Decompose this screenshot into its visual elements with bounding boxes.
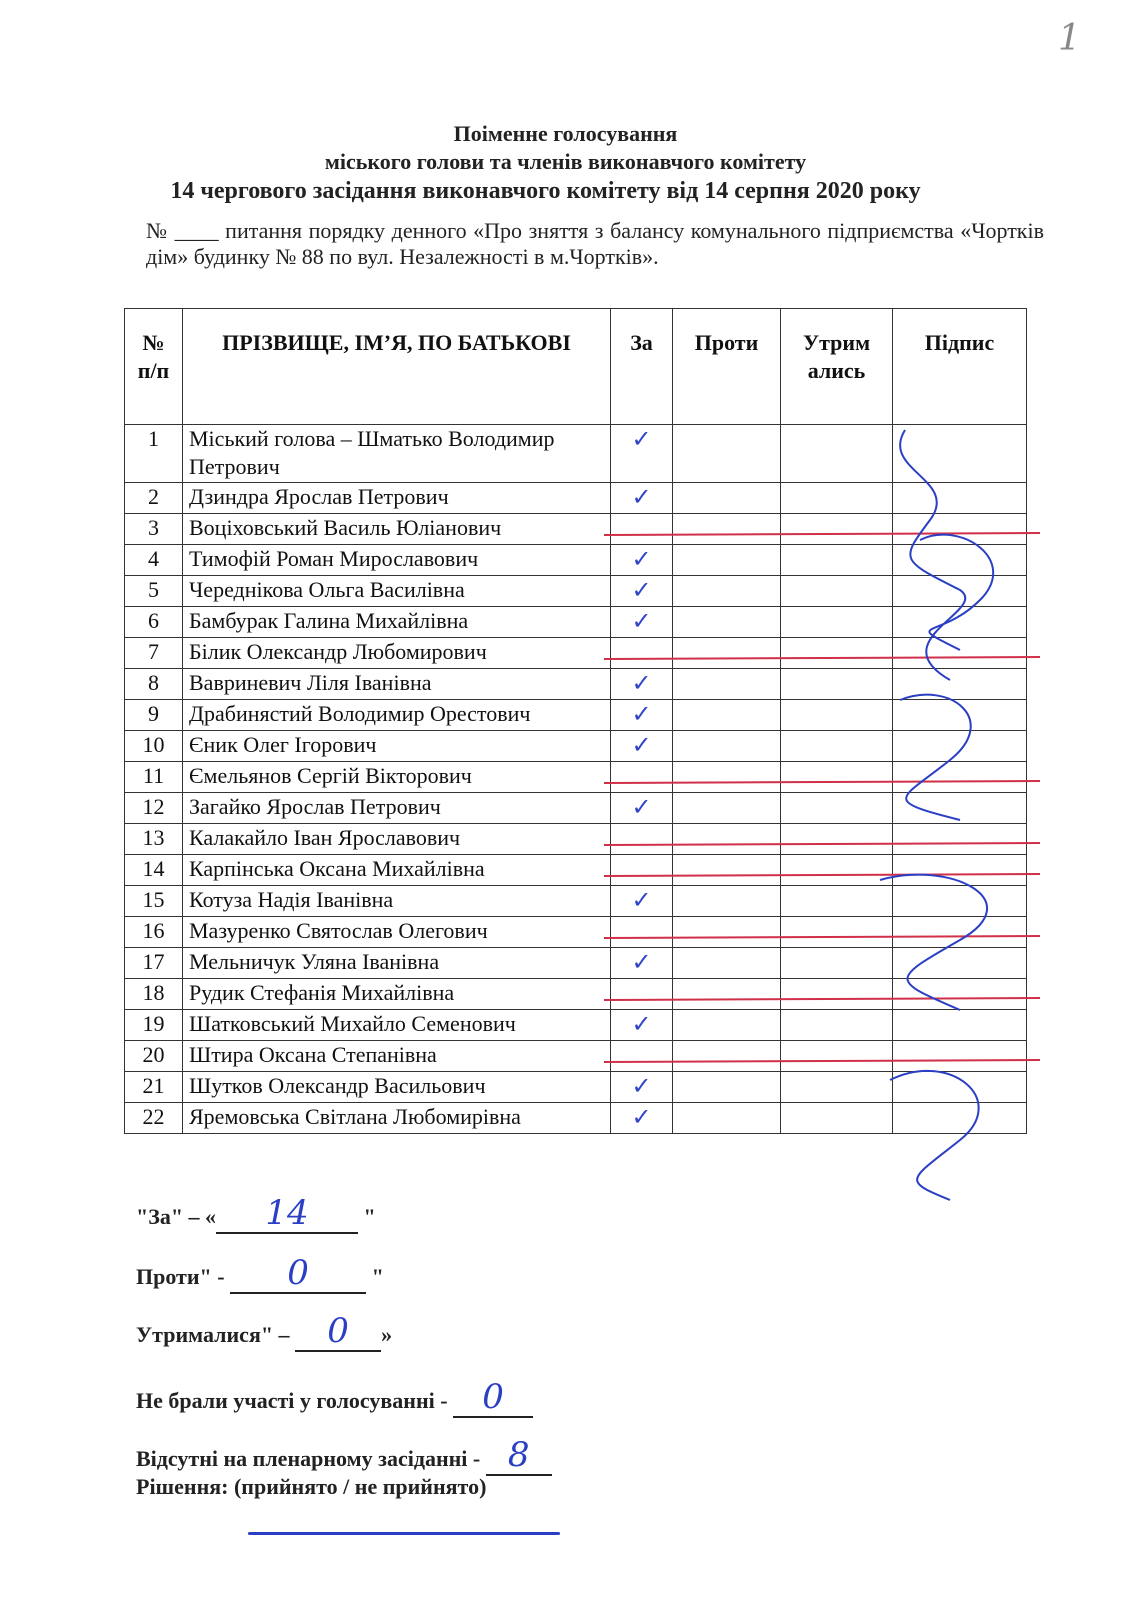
checkmark-icon: ✓ bbox=[631, 793, 652, 821]
checkmark-icon: ✓ bbox=[631, 731, 652, 759]
summary-for-label: "За" – « bbox=[136, 1204, 217, 1229]
row-num: 18 bbox=[125, 979, 183, 1010]
summary-against-suffix: " bbox=[366, 1264, 384, 1289]
row-num: 13 bbox=[125, 824, 183, 855]
row-name: Білик Олександр Любомирович bbox=[183, 638, 611, 669]
absent-strike-line bbox=[604, 874, 1040, 876]
title-line-3: 14 чергового засідання виконавчого комітету від 14 серпня 2020 року bbox=[170, 178, 921, 204]
row-name: Штира Оксана Степанівна bbox=[183, 1041, 611, 1072]
row-name: Мазуренко Святослав Олегович bbox=[183, 917, 611, 948]
checkmark-icon: ✓ bbox=[631, 669, 652, 697]
row-num: 12 bbox=[125, 793, 183, 824]
summary-abstained bbox=[136, 1311, 393, 1352]
row-num: 10 bbox=[125, 731, 183, 762]
title-line-1: Поіменне голосування bbox=[453, 121, 678, 146]
checkmark-icon: ✓ bbox=[631, 576, 652, 604]
row-name: Котуза Надія Іванівна bbox=[183, 886, 611, 917]
row-name: Бамбурак Галина Михайлівна bbox=[183, 607, 611, 638]
row-name: Вавриневич Ліля Іванівна bbox=[183, 669, 611, 700]
summary-for-value: 14 bbox=[265, 1193, 309, 1233]
checkmark-icon: ✓ bbox=[631, 607, 652, 635]
row-name: Мельничук Уляна Іванівна bbox=[183, 948, 611, 979]
row-name: Калакайло Іван Ярославович bbox=[183, 824, 611, 855]
summary-against-label: Проти" - bbox=[136, 1264, 231, 1289]
row-num: 7 bbox=[125, 638, 183, 669]
header-signature: Підпис bbox=[893, 309, 1027, 425]
header-abstained: Утрим ались bbox=[781, 309, 893, 425]
row-num: 8 bbox=[125, 669, 183, 700]
checkmark-icon: ✓ bbox=[631, 425, 652, 453]
row-num: 22 bbox=[125, 1103, 183, 1134]
header-name: ПРІЗВИЩЕ, ІМ’Я, ПО БАТЬКОВІ bbox=[183, 309, 611, 425]
absent-strike-line bbox=[604, 998, 1040, 1000]
checkmark-icon: ✓ bbox=[631, 700, 652, 728]
summary-against bbox=[136, 1253, 384, 1294]
row-name: Тимофій Роман Мирославович bbox=[183, 545, 611, 576]
header-against: Проти bbox=[673, 309, 781, 425]
checkmark-icon: ✓ bbox=[631, 483, 652, 511]
row-name: Міський голова – Шматько Володимир Петрович bbox=[183, 425, 611, 483]
header-num: № п/п bbox=[125, 309, 183, 425]
summary-abstained-value: 0 bbox=[327, 1311, 349, 1351]
summary-against-value: 0 bbox=[287, 1253, 309, 1293]
row-name: Єник Олег Ігорович bbox=[183, 731, 611, 762]
summary-for-suffix: " bbox=[358, 1204, 376, 1229]
row-num: 9 bbox=[125, 700, 183, 731]
row-name: Яремовська Світлана Любомирівна bbox=[183, 1103, 611, 1134]
row-name: Шутков Олександр Васильович bbox=[183, 1072, 611, 1103]
signature-scribble bbox=[890, 1071, 979, 1200]
absent-strike-line bbox=[604, 1060, 1040, 1062]
absent-strike-line bbox=[604, 843, 1040, 845]
summary-not-voted-label: Не брали участі у голосуванні - bbox=[136, 1388, 454, 1413]
row-name: Рудик Стефанія Михайлівна bbox=[183, 979, 611, 1010]
row-num: 2 bbox=[125, 483, 183, 514]
row-num: 3 bbox=[125, 514, 183, 545]
absent-strike-line bbox=[604, 533, 1040, 535]
row-name: Шатковський Михайло Семенович bbox=[183, 1010, 611, 1041]
row-num: 14 bbox=[125, 855, 183, 886]
row-name: Драбинястий Володимир Орестович bbox=[183, 700, 611, 731]
row-num: 20 bbox=[125, 1041, 183, 1072]
page-number: 1 bbox=[1058, 18, 1081, 59]
row-num: 1 bbox=[125, 425, 183, 483]
summary-absent-label: Відсутні на пленарному засіданні - bbox=[136, 1446, 486, 1471]
row-name: Карпінська Оксана Михайлівна bbox=[183, 855, 611, 886]
absent-strike-lines bbox=[604, 533, 1040, 1062]
summary-absent-value: 8 bbox=[507, 1435, 530, 1475]
row-num: 11 bbox=[125, 762, 183, 793]
row-name: Загайко Ярослав Петрович bbox=[183, 793, 611, 824]
row-num: 16 bbox=[125, 917, 183, 948]
summary-absent bbox=[136, 1435, 552, 1476]
agenda-item: № ____ питання порядку денного «Про зняття з балансу комунального підприємства «Чортків дім» будинку № 88 по вул. Незалежності в м.Чортків». bbox=[146, 218, 1044, 269]
row-num: 5 bbox=[125, 576, 183, 607]
row-num: 21 bbox=[125, 1072, 183, 1103]
signature-scribble bbox=[900, 430, 965, 680]
row-num: 17 bbox=[125, 948, 183, 979]
summary-not-voted-value: 0 bbox=[482, 1377, 504, 1417]
signature-scribble bbox=[900, 695, 971, 820]
checkmark-icon: ✓ bbox=[631, 1072, 652, 1100]
decision-underline bbox=[248, 1532, 560, 1535]
row-name: Дзиндра Ярослав Петрович bbox=[183, 483, 611, 514]
signature-scribble bbox=[920, 535, 993, 650]
absent-strike-line bbox=[604, 936, 1040, 938]
row-num: 15 bbox=[125, 886, 183, 917]
row-name: Череднікова Ольга Василівна bbox=[183, 576, 611, 607]
checkmark-icon: ✓ bbox=[631, 545, 652, 573]
checkmark-icon: ✓ bbox=[631, 886, 652, 914]
checkmark-icon: ✓ bbox=[631, 1010, 652, 1038]
absent-strike-line bbox=[604, 657, 1040, 659]
summary-for bbox=[136, 1193, 376, 1234]
checkmark-icon: ✓ bbox=[631, 1103, 652, 1131]
header-for: За bbox=[611, 309, 673, 425]
summary-abstained-label: Утрималися" – bbox=[136, 1322, 296, 1347]
checkmark-icon: ✓ bbox=[631, 948, 652, 976]
row-name: Ємельянов Сергій Вікторович bbox=[183, 762, 611, 793]
row-name: Воціховський Василь Юліанович bbox=[183, 514, 611, 545]
title-line-2: міського голови та членів виконавчого комітету bbox=[324, 149, 807, 174]
decision: Рішення: (прийнято / не прийнято) bbox=[136, 1474, 487, 1499]
signature-scribbles bbox=[880, 430, 993, 1200]
row-num: 19 bbox=[125, 1010, 183, 1041]
absent-strike-line bbox=[604, 781, 1040, 783]
signature-scribble bbox=[880, 875, 987, 1010]
row-num: 6 bbox=[125, 607, 183, 638]
row-num: 4 bbox=[125, 545, 183, 576]
summary-abstained-suffix: » bbox=[381, 1322, 393, 1347]
summary-not-voted bbox=[136, 1377, 533, 1418]
